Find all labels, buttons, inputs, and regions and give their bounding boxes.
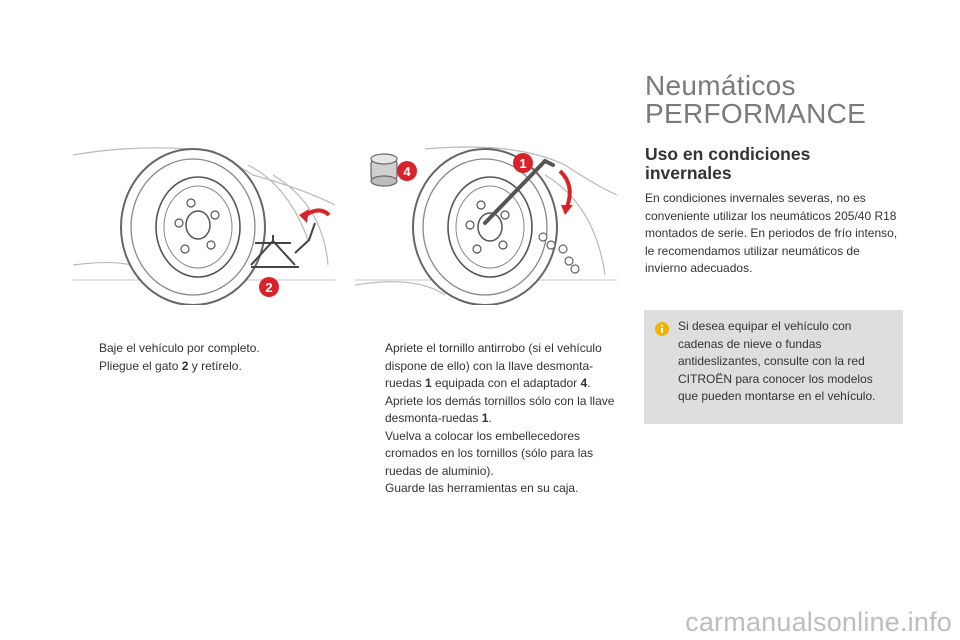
step-text: . — [587, 376, 591, 390]
section-paragraph: En condiciones invernales severas, no es conveniente utilizar los neumáticos 205/40 R18 montados de serie. En periodos de frío intenso, le recomendamos utilizar neumáticos de invierno adecuados. — [645, 191, 898, 275]
step-text: Guarde las herramientas en su caja. — [385, 481, 579, 495]
step-reference-number: 1 — [481, 411, 489, 425]
steps-list-right — [362, 340, 624, 498]
step-text: . — [488, 411, 492, 425]
adapter-icon — [371, 154, 397, 186]
step-text: y retírelo. — [188, 358, 242, 373]
svg-text:1: 1 — [519, 156, 527, 171]
step-text: Baje el vehículo por completo. — [99, 341, 260, 355]
list-item — [362, 393, 624, 428]
callout-1 — [513, 153, 533, 173]
step-reference-number: 1 — [425, 376, 432, 390]
step-text: Apriete los demás tornillos sólo con la llave desmonta-ruedas — [385, 393, 615, 425]
wheel-jack-illustration — [73, 145, 335, 305]
callout-2 — [259, 277, 279, 297]
section-subtitle-line1: Uso en condiciones — [645, 144, 811, 164]
step-reference-number: 2 — [181, 358, 189, 373]
step-reference-number: 4 — [580, 376, 588, 390]
wheel-wrench-illustration — [355, 145, 617, 305]
page-title-line2: PERFORMANCE — [645, 98, 867, 129]
step-text: equipada con el adaptador — [431, 376, 581, 390]
watermark: carmanualsonline.info — [685, 607, 952, 637]
list-item — [76, 340, 336, 358]
page-title-line1: Neumáticos — [645, 70, 796, 101]
info-icon — [655, 322, 669, 336]
callout-4 — [397, 161, 417, 181]
steps-list-left — [76, 340, 336, 375]
list-item — [362, 480, 624, 498]
list-item — [362, 428, 624, 481]
list-item — [76, 358, 336, 376]
step-text: Vuelva a colocar los embellecedores cromados en los tornillos (sólo para las ruedas de aluminio). — [385, 428, 594, 478]
step-text: Apriete el tornillo antirrobo (si el vehículo dispone de ello) con la llave desmonta-ruedas — [385, 341, 602, 390]
info-box — [644, 310, 903, 424]
section-subtitle — [645, 145, 905, 183]
step-text: Pliegue el gato — [99, 358, 182, 373]
svg-text:4: 4 — [403, 164, 411, 179]
section-subtitle-line2: invernales — [645, 163, 732, 183]
list-item — [362, 340, 624, 393]
svg-text:2: 2 — [265, 280, 273, 295]
info-text: Si desea equipar el vehículo con cadenas de nieve o fundas antideslizantes, consulte con la red CITROËN para conocer los modelos que pueden montarse en el vehículo. — [678, 319, 876, 403]
